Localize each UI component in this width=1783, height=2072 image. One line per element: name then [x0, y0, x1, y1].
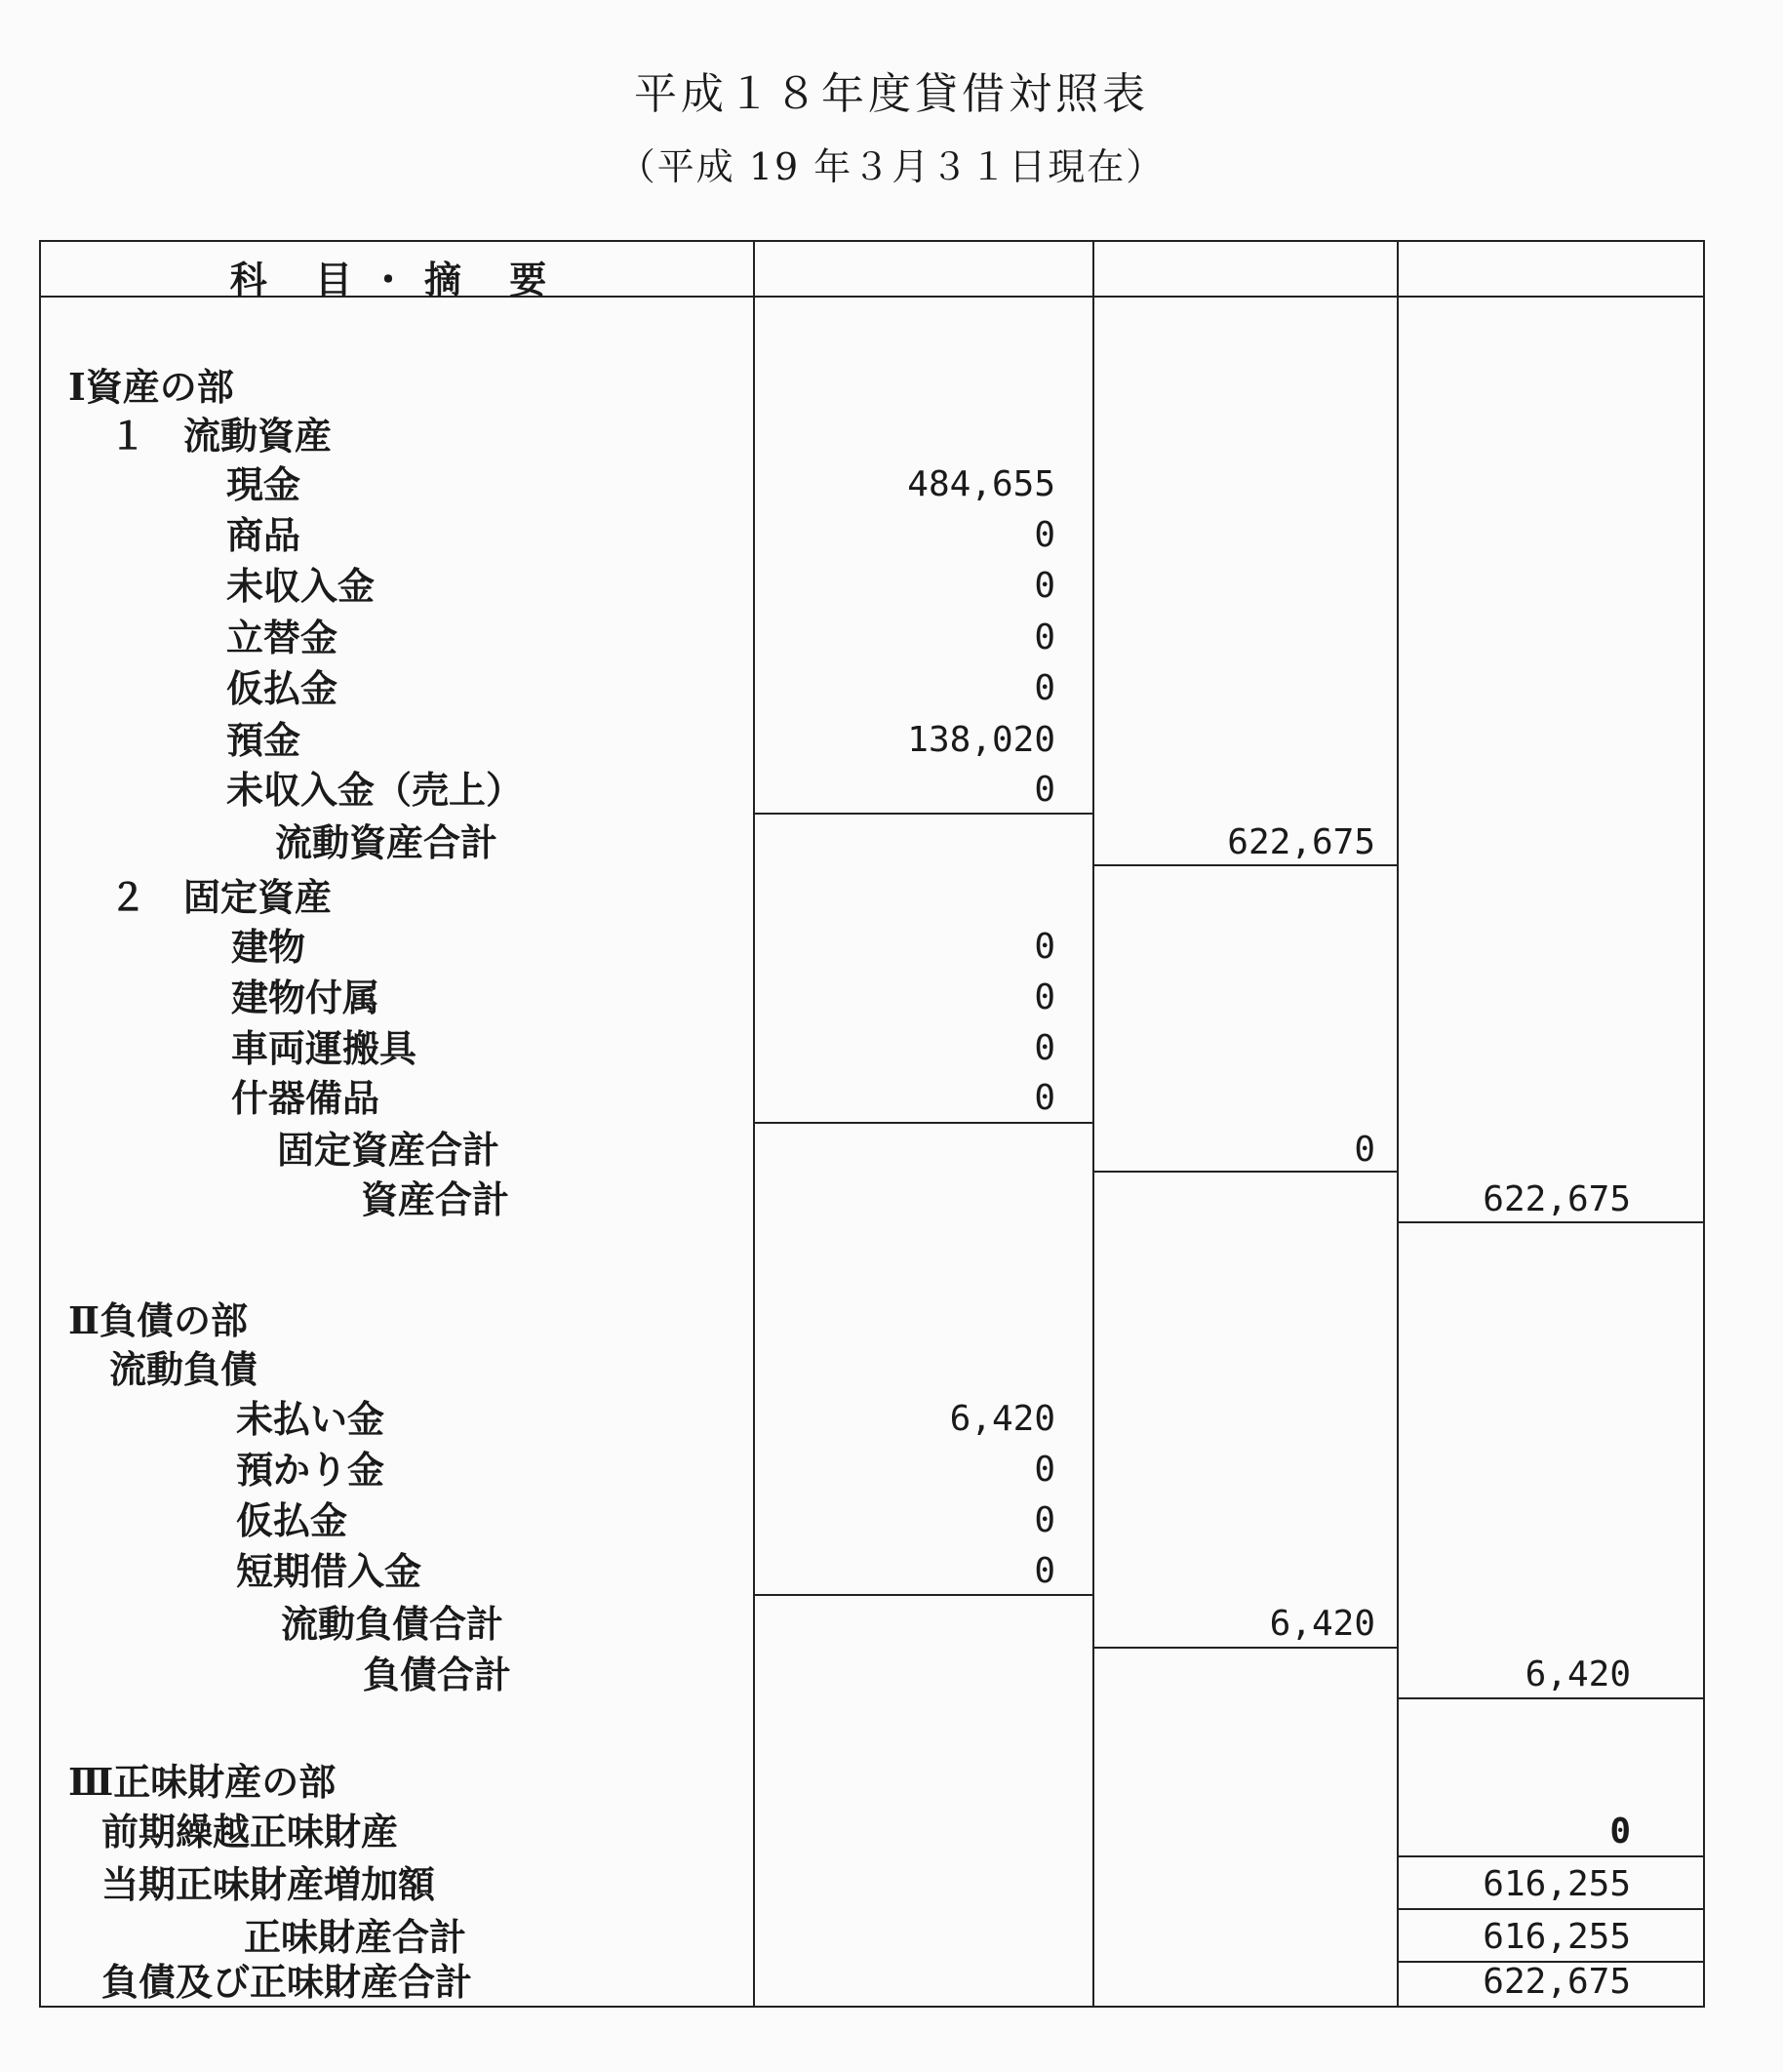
- line-item-value: 0: [1034, 618, 1055, 657]
- subtotal-label: 固定資産合計: [277, 1128, 500, 1172]
- table-row: [41, 1394, 1703, 1445]
- line-item-label: 現金: [226, 462, 301, 506]
- table-row: [41, 1073, 1703, 1124]
- subtotal-rule: [753, 1594, 1092, 1596]
- line-item-value: 0: [1034, 770, 1055, 810]
- line-item-label: 商品: [226, 513, 301, 557]
- current-assets-total-row: [41, 817, 1703, 868]
- current-liabilities-heading-row: [41, 1344, 1703, 1395]
- line-item-value: 622,675: [1483, 1962, 1631, 2002]
- line-item-value: 6,420: [949, 1399, 1055, 1439]
- line-item-label: 什器備品: [231, 1076, 380, 1120]
- table-row: [41, 765, 1703, 816]
- subtotal-rule: [1092, 1647, 1397, 1649]
- header-subject: 科 目・摘 要: [229, 258, 565, 301]
- line-item-label: 前期繰越正味財産: [101, 1810, 399, 1853]
- line-item-value: 0: [1034, 927, 1055, 967]
- table-row: [41, 922, 1703, 973]
- line-item-value: 0: [1034, 515, 1055, 555]
- table-row: [41, 459, 1703, 510]
- fixed-assets-total-row: [41, 1125, 1703, 1175]
- table-row: [41, 715, 1703, 766]
- line-item-label: 未収入金（売上）: [226, 768, 524, 812]
- subtotal-label: 流動資産合計: [275, 820, 498, 864]
- document-title: 平成１８年度貸借対照表: [634, 69, 1149, 119]
- subtotal-rule: [753, 813, 1092, 815]
- table-row: [41, 1445, 1703, 1495]
- assets-total-row: [41, 1175, 1703, 1225]
- total-label: 負債合計: [363, 1653, 512, 1696]
- line-item-label: 未払い金: [236, 1397, 385, 1441]
- line-item-value: 0: [1034, 566, 1055, 606]
- current-liabilities-total-row: [41, 1599, 1703, 1650]
- table-row: [41, 1807, 1703, 1857]
- assets-section-label: Ⅰ資産の部: [68, 365, 234, 409]
- liabilities-section-row: [41, 1295, 1703, 1346]
- fixed-assets-heading-row: [41, 872, 1703, 923]
- current-assets-heading: １ 流動資産: [109, 414, 333, 458]
- line-item-value: 138,020: [907, 720, 1055, 760]
- total-rule: [1397, 1855, 1703, 1857]
- document-subtitle: （平成 19 年３月３１日現在）: [617, 145, 1166, 188]
- subtotal-value: 622,675: [1227, 822, 1375, 862]
- total-rule: [1397, 1697, 1703, 1699]
- subtotal-label: 流動負債合計: [281, 1602, 504, 1646]
- subtotal-rule: [1092, 864, 1397, 866]
- line-item-value: 616,255: [1483, 1917, 1631, 1957]
- liabilities-section-label: Ⅱ負債の部: [68, 1298, 249, 1342]
- total-rule: [1397, 1221, 1703, 1223]
- table-row: [41, 973, 1703, 1023]
- net-assets-section-label: Ⅲ正味財産の部: [68, 1760, 337, 1804]
- line-item-label: 仮払金: [226, 666, 338, 710]
- table-row: [41, 1495, 1703, 1546]
- total-value: 622,675: [1483, 1179, 1631, 1219]
- line-item-label: 建物: [231, 925, 306, 969]
- line-item-label: 未収入金: [226, 564, 376, 608]
- balance-sheet-table: [39, 240, 1705, 2008]
- table-row: [41, 1912, 1703, 1963]
- liabilities-total-row: [41, 1650, 1703, 1700]
- subtotal-value: 0: [1354, 1130, 1375, 1170]
- table-row: [41, 1546, 1703, 1597]
- line-item-label: 預金: [226, 718, 301, 762]
- table-row: [41, 1859, 1703, 1910]
- table-row: [41, 1957, 1703, 2008]
- line-item-value: 484,655: [907, 464, 1055, 504]
- subtotal-rule: [753, 1122, 1092, 1124]
- line-item-value: 0: [1034, 1078, 1055, 1118]
- net-assets-section-row: [41, 1757, 1703, 1808]
- line-item-label: 立替金: [226, 616, 338, 659]
- line-item-label: 負債及び正味財産合計: [101, 1960, 473, 2004]
- total-label: 資産合計: [361, 1177, 510, 1221]
- line-item-value: 0: [1034, 977, 1055, 1017]
- total-rule: [1397, 1908, 1703, 1910]
- subtotal-value: 6,420: [1269, 1604, 1375, 1644]
- table-row: [41, 561, 1703, 612]
- line-item-value: 0: [1034, 1028, 1055, 1068]
- table-row: [41, 1023, 1703, 1074]
- fixed-assets-heading: ２ 固定資産: [109, 875, 333, 919]
- line-item-label: 当期正味財産増加額: [101, 1862, 436, 1906]
- table-row: [41, 510, 1703, 561]
- line-item-value: 0: [1034, 1551, 1055, 1591]
- line-item-label: 建物付属: [231, 976, 380, 1019]
- line-item-value: 0: [1034, 1450, 1055, 1490]
- total-value: 6,420: [1525, 1654, 1631, 1694]
- subtotal-rule: [1092, 1171, 1397, 1173]
- line-item-value: 0: [1609, 1812, 1631, 1852]
- line-item-label: 預かり金: [236, 1448, 385, 1492]
- table-row: [41, 663, 1703, 714]
- current-liabilities-heading: 流動負債: [109, 1347, 258, 1391]
- line-item-label: 短期借入金: [236, 1549, 422, 1593]
- line-item-value: 616,255: [1483, 1864, 1631, 1904]
- table-row: [41, 613, 1703, 663]
- line-item-label: 車両運搬具: [231, 1026, 417, 1070]
- assets-section-row: [41, 362, 1703, 413]
- line-item-label: 仮払金: [236, 1498, 348, 1542]
- line-item-value: 0: [1034, 1500, 1055, 1540]
- current-assets-heading-row: [41, 411, 1703, 461]
- line-item-value: 0: [1034, 668, 1055, 708]
- line-item-label: 正味財産合計: [244, 1915, 467, 1959]
